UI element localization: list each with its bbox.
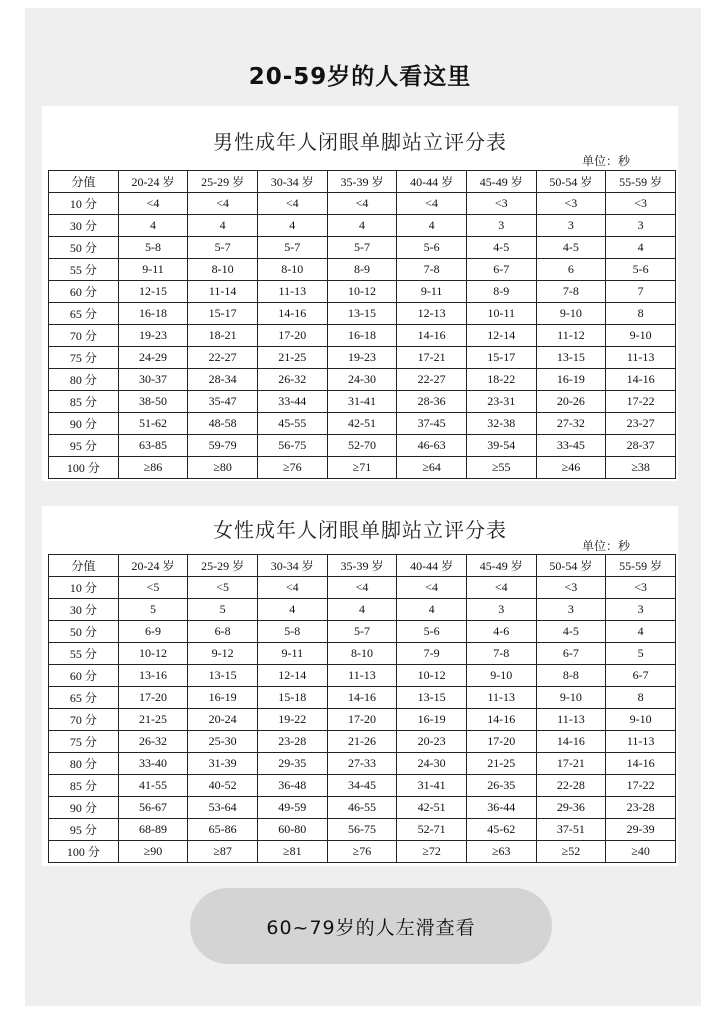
table-row xyxy=(49,731,676,753)
score-cell: 100 分 xyxy=(49,841,119,863)
seconds-cell: 23-27 xyxy=(606,413,676,435)
seconds-cell: <3 xyxy=(606,577,676,599)
seconds-cell: <4 xyxy=(397,193,467,215)
column-header: 25-29 岁 xyxy=(188,171,258,193)
seconds-cell: 7-9 xyxy=(397,643,467,665)
seconds-cell: <4 xyxy=(257,577,327,599)
seconds-cell: 6-7 xyxy=(536,643,606,665)
seconds-cell: 17-22 xyxy=(606,775,676,797)
table-header-row xyxy=(49,171,676,193)
score-cell: 70 分 xyxy=(49,325,119,347)
seconds-cell: 27-33 xyxy=(327,753,397,775)
page-title: 20-59岁的人看这里 xyxy=(248,64,472,90)
seconds-cell: 21-25 xyxy=(466,753,536,775)
seconds-cell: 4 xyxy=(606,237,676,259)
seconds-cell: 26-32 xyxy=(257,369,327,391)
seconds-cell: ≥76 xyxy=(327,841,397,863)
seconds-cell: 5-7 xyxy=(327,621,397,643)
seconds-cell: 56-75 xyxy=(257,435,327,457)
seconds-cell: 8 xyxy=(606,687,676,709)
seconds-cell: 21-26 xyxy=(327,731,397,753)
seconds-cell: 3 xyxy=(606,215,676,237)
seconds-cell: 5-7 xyxy=(188,237,258,259)
seconds-cell: 8-8 xyxy=(536,665,606,687)
score-cell: 100 分 xyxy=(49,457,119,479)
seconds-cell: 52-71 xyxy=(397,819,467,841)
seconds-cell: 5-6 xyxy=(606,259,676,281)
seconds-cell: ≥80 xyxy=(188,457,258,479)
table-row xyxy=(49,775,676,797)
male-score-table xyxy=(48,170,676,479)
seconds-cell: 5-7 xyxy=(257,237,327,259)
seconds-cell: 39-54 xyxy=(466,435,536,457)
seconds-cell: <5 xyxy=(188,577,258,599)
table-row xyxy=(49,259,676,281)
seconds-cell: 36-44 xyxy=(466,797,536,819)
table-row xyxy=(49,841,676,863)
score-cell: 90 分 xyxy=(49,413,119,435)
seconds-cell: ≥90 xyxy=(118,841,188,863)
score-cell: 95 分 xyxy=(49,819,119,841)
seconds-cell: 16-19 xyxy=(188,687,258,709)
table-row xyxy=(49,665,676,687)
seconds-cell: 4 xyxy=(188,215,258,237)
seconds-cell: 63-85 xyxy=(118,435,188,457)
seconds-cell: 48-58 xyxy=(188,413,258,435)
seconds-cell: 33-40 xyxy=(118,753,188,775)
seconds-cell: ≥76 xyxy=(257,457,327,479)
seconds-cell: 9-10 xyxy=(466,665,536,687)
seconds-cell: 59-79 xyxy=(188,435,258,457)
seconds-cell: 20-24 xyxy=(188,709,258,731)
seconds-cell: 4 xyxy=(606,621,676,643)
seconds-cell: 5-6 xyxy=(397,621,467,643)
seconds-cell: 42-51 xyxy=(327,413,397,435)
seconds-cell: 13-15 xyxy=(188,665,258,687)
female-table-title: 女性成年人闭眼单脚站立评分表 xyxy=(213,518,507,542)
male-score-card xyxy=(42,106,678,481)
seconds-cell: 8-10 xyxy=(257,259,327,281)
seconds-cell: 22-28 xyxy=(536,775,606,797)
seconds-cell: 9-11 xyxy=(397,281,467,303)
seconds-cell: ≥72 xyxy=(397,841,467,863)
column-header: 40-44 岁 xyxy=(397,555,467,577)
table-row xyxy=(49,193,676,215)
seconds-cell: 4 xyxy=(118,215,188,237)
seconds-cell: 33-45 xyxy=(536,435,606,457)
seconds-cell: <4 xyxy=(397,577,467,599)
seconds-cell: 28-36 xyxy=(397,391,467,413)
score-cell: 50 分 xyxy=(49,237,119,259)
seconds-cell: 13-16 xyxy=(118,665,188,687)
male-table-title: 男性成年人闭眼单脚站立评分表 xyxy=(213,130,507,154)
seconds-cell: 22-27 xyxy=(188,347,258,369)
seconds-cell: <4 xyxy=(466,577,536,599)
seconds-cell: 8-10 xyxy=(188,259,258,281)
seconds-cell: 16-19 xyxy=(536,369,606,391)
swipe-next-age-group-button[interactable]: 60~79岁的人左滑查看 xyxy=(190,888,552,964)
seconds-cell: 5-8 xyxy=(257,621,327,643)
seconds-cell: 10-11 xyxy=(466,303,536,325)
seconds-cell: 12-15 xyxy=(118,281,188,303)
seconds-cell: 6-7 xyxy=(606,665,676,687)
seconds-cell: 11-13 xyxy=(327,665,397,687)
seconds-cell: 14-16 xyxy=(397,325,467,347)
seconds-cell: 16-19 xyxy=(397,709,467,731)
score-cell: 60 分 xyxy=(49,281,119,303)
seconds-cell: 24-30 xyxy=(327,369,397,391)
seconds-cell: <4 xyxy=(188,193,258,215)
seconds-cell: 31-41 xyxy=(327,391,397,413)
seconds-cell: 3 xyxy=(466,215,536,237)
seconds-cell: 33-44 xyxy=(257,391,327,413)
score-cell: 75 分 xyxy=(49,347,119,369)
seconds-cell: 19-23 xyxy=(327,347,397,369)
table-row xyxy=(49,457,676,479)
column-header: 35-39 岁 xyxy=(327,555,397,577)
seconds-cell: ≥40 xyxy=(606,841,676,863)
seconds-cell: 8-10 xyxy=(327,643,397,665)
score-cell: 75 分 xyxy=(49,731,119,753)
seconds-cell: <3 xyxy=(606,193,676,215)
seconds-cell: 21-25 xyxy=(118,709,188,731)
seconds-cell: 24-29 xyxy=(118,347,188,369)
seconds-cell: 49-59 xyxy=(257,797,327,819)
column-header: 分值 xyxy=(49,171,119,193)
score-cell: 65 分 xyxy=(49,303,119,325)
seconds-cell: 27-32 xyxy=(536,413,606,435)
score-cell: 10 分 xyxy=(49,193,119,215)
table-row xyxy=(49,753,676,775)
seconds-cell: 12-14 xyxy=(257,665,327,687)
table-row xyxy=(49,369,676,391)
score-cell: 55 分 xyxy=(49,259,119,281)
seconds-cell: 18-22 xyxy=(466,369,536,391)
seconds-cell: ≥52 xyxy=(536,841,606,863)
column-header: 20-24 岁 xyxy=(118,171,188,193)
seconds-cell: 9-10 xyxy=(606,709,676,731)
seconds-cell: 6 xyxy=(536,259,606,281)
seconds-cell: 22-27 xyxy=(397,369,467,391)
column-header: 30-34 岁 xyxy=(257,555,327,577)
seconds-cell: 45-55 xyxy=(257,413,327,435)
seconds-cell: 11-13 xyxy=(536,709,606,731)
seconds-cell: ≥87 xyxy=(188,841,258,863)
seconds-cell: ≥38 xyxy=(606,457,676,479)
seconds-cell: 3 xyxy=(536,599,606,621)
seconds-cell: 19-22 xyxy=(257,709,327,731)
table-row xyxy=(49,391,676,413)
seconds-cell: 42-51 xyxy=(397,797,467,819)
male-unit-label: 单位：秒 xyxy=(581,154,630,168)
seconds-cell: ≥71 xyxy=(327,457,397,479)
seconds-cell: 60-80 xyxy=(257,819,327,841)
seconds-cell: <3 xyxy=(536,193,606,215)
seconds-cell: 13-15 xyxy=(397,687,467,709)
seconds-cell: 17-21 xyxy=(397,347,467,369)
seconds-cell: 5-6 xyxy=(397,237,467,259)
seconds-cell: 35-47 xyxy=(188,391,258,413)
seconds-cell: 18-21 xyxy=(188,325,258,347)
seconds-cell: 23-28 xyxy=(257,731,327,753)
column-header: 分值 xyxy=(49,555,119,577)
seconds-cell: 11-13 xyxy=(257,281,327,303)
seconds-cell: 40-52 xyxy=(188,775,258,797)
column-header: 50-54 岁 xyxy=(536,171,606,193)
score-cell: 30 分 xyxy=(49,215,119,237)
seconds-cell: 10-12 xyxy=(327,281,397,303)
column-header: 20-24 岁 xyxy=(118,555,188,577)
seconds-cell: 9-10 xyxy=(606,325,676,347)
table-row xyxy=(49,709,676,731)
seconds-cell: 12-14 xyxy=(466,325,536,347)
seconds-cell: 52-70 xyxy=(327,435,397,457)
table-row xyxy=(49,237,676,259)
seconds-cell: 17-22 xyxy=(606,391,676,413)
seconds-cell: ≥63 xyxy=(466,841,536,863)
seconds-cell: 26-35 xyxy=(466,775,536,797)
seconds-cell: 11-12 xyxy=(536,325,606,347)
seconds-cell: 8-9 xyxy=(466,281,536,303)
seconds-cell: 41-55 xyxy=(118,775,188,797)
table-row xyxy=(49,621,676,643)
seconds-cell: ≥64 xyxy=(397,457,467,479)
seconds-cell: 28-37 xyxy=(606,435,676,457)
score-cell: 55 分 xyxy=(49,643,119,665)
column-header: 45-49 岁 xyxy=(466,171,536,193)
seconds-cell: 11-13 xyxy=(606,347,676,369)
seconds-cell: 68-89 xyxy=(118,819,188,841)
table-row xyxy=(49,413,676,435)
seconds-cell: 15-17 xyxy=(188,303,258,325)
seconds-cell: 31-41 xyxy=(397,775,467,797)
seconds-cell: <4 xyxy=(327,577,397,599)
seconds-cell: 15-18 xyxy=(257,687,327,709)
seconds-cell: 38-50 xyxy=(118,391,188,413)
seconds-cell: 29-35 xyxy=(257,753,327,775)
seconds-cell: 45-62 xyxy=(466,819,536,841)
seconds-cell: 23-31 xyxy=(466,391,536,413)
score-cell: 60 分 xyxy=(49,665,119,687)
seconds-cell: <4 xyxy=(327,193,397,215)
table-row xyxy=(49,577,676,599)
seconds-cell: 6-7 xyxy=(466,259,536,281)
seconds-cell: 56-67 xyxy=(118,797,188,819)
seconds-cell: 5 xyxy=(606,643,676,665)
seconds-cell: 7-8 xyxy=(536,281,606,303)
table-row xyxy=(49,325,676,347)
seconds-cell: 3 xyxy=(536,215,606,237)
seconds-cell: ≥86 xyxy=(118,457,188,479)
table-row xyxy=(49,435,676,457)
seconds-cell: 29-36 xyxy=(536,797,606,819)
seconds-cell: 21-25 xyxy=(257,347,327,369)
seconds-cell: 20-23 xyxy=(397,731,467,753)
seconds-cell: 14-16 xyxy=(606,369,676,391)
column-header: 40-44 岁 xyxy=(397,171,467,193)
female-unit-label: 单位：秒 xyxy=(581,539,630,553)
seconds-cell: 15-17 xyxy=(466,347,536,369)
seconds-cell: 9-11 xyxy=(257,643,327,665)
seconds-cell: 11-13 xyxy=(606,731,676,753)
seconds-cell: 4 xyxy=(327,215,397,237)
seconds-cell: ≥81 xyxy=(257,841,327,863)
column-header: 30-34 岁 xyxy=(257,171,327,193)
seconds-cell: <5 xyxy=(118,577,188,599)
table-row xyxy=(49,347,676,369)
seconds-cell: 7-8 xyxy=(397,259,467,281)
score-cell: 10 分 xyxy=(49,577,119,599)
score-cell: 50 分 xyxy=(49,621,119,643)
score-cell: 80 分 xyxy=(49,369,119,391)
score-cell: 90 分 xyxy=(49,797,119,819)
score-cell: 70 分 xyxy=(49,709,119,731)
seconds-cell: 6-9 xyxy=(118,621,188,643)
seconds-cell: 14-16 xyxy=(327,687,397,709)
seconds-cell: 53-64 xyxy=(188,797,258,819)
seconds-cell: 9-11 xyxy=(118,259,188,281)
seconds-cell: 14-16 xyxy=(466,709,536,731)
seconds-cell: 14-16 xyxy=(606,753,676,775)
seconds-cell: 37-45 xyxy=(397,413,467,435)
seconds-cell: 4-5 xyxy=(466,237,536,259)
table-header-row xyxy=(49,555,676,577)
seconds-cell: 46-63 xyxy=(397,435,467,457)
table-row xyxy=(49,687,676,709)
seconds-cell: 11-14 xyxy=(188,281,258,303)
seconds-cell: 5-8 xyxy=(118,237,188,259)
seconds-cell: 16-18 xyxy=(327,325,397,347)
table-row xyxy=(49,797,676,819)
table-row xyxy=(49,819,676,841)
seconds-cell: <4 xyxy=(257,193,327,215)
seconds-cell: 8 xyxy=(606,303,676,325)
seconds-cell: 46-55 xyxy=(327,797,397,819)
seconds-cell: 6-8 xyxy=(188,621,258,643)
seconds-cell: 28-34 xyxy=(188,369,258,391)
seconds-cell: 4-5 xyxy=(536,621,606,643)
column-header: 55-59 岁 xyxy=(606,555,676,577)
seconds-cell: 17-20 xyxy=(257,325,327,347)
seconds-cell: 8-9 xyxy=(327,259,397,281)
seconds-cell: 17-21 xyxy=(536,753,606,775)
seconds-cell: 7 xyxy=(606,281,676,303)
seconds-cell: 32-38 xyxy=(466,413,536,435)
seconds-cell: 4 xyxy=(257,599,327,621)
table-row xyxy=(49,281,676,303)
score-cell: 85 分 xyxy=(49,775,119,797)
seconds-cell: 3 xyxy=(466,599,536,621)
seconds-cell: 51-62 xyxy=(118,413,188,435)
seconds-cell: 17-20 xyxy=(327,709,397,731)
seconds-cell: 4-5 xyxy=(536,237,606,259)
seconds-cell: 19-23 xyxy=(118,325,188,347)
seconds-cell: 14-16 xyxy=(536,731,606,753)
seconds-cell: 16-18 xyxy=(118,303,188,325)
seconds-cell: 4-6 xyxy=(466,621,536,643)
seconds-cell: 5 xyxy=(118,599,188,621)
table-row xyxy=(49,643,676,665)
seconds-cell: 14-16 xyxy=(257,303,327,325)
seconds-cell: 10-12 xyxy=(118,643,188,665)
score-cell: 80 分 xyxy=(49,753,119,775)
seconds-cell: 7-8 xyxy=(466,643,536,665)
column-header: 45-49 岁 xyxy=(466,555,536,577)
seconds-cell: <3 xyxy=(536,577,606,599)
seconds-cell: 17-20 xyxy=(466,731,536,753)
seconds-cell: ≥46 xyxy=(536,457,606,479)
female-score-table xyxy=(48,554,676,863)
seconds-cell: 3 xyxy=(606,599,676,621)
seconds-cell: <3 xyxy=(466,193,536,215)
seconds-cell: 26-32 xyxy=(118,731,188,753)
seconds-cell: ≥55 xyxy=(466,457,536,479)
seconds-cell: 4 xyxy=(257,215,327,237)
seconds-cell: 5-7 xyxy=(327,237,397,259)
seconds-cell: 30-37 xyxy=(118,369,188,391)
column-header: 50-54 岁 xyxy=(536,555,606,577)
seconds-cell: 36-48 xyxy=(257,775,327,797)
score-cell: 95 分 xyxy=(49,435,119,457)
seconds-cell: 34-45 xyxy=(327,775,397,797)
table-row xyxy=(49,303,676,325)
seconds-cell: <4 xyxy=(118,193,188,215)
seconds-cell: 11-13 xyxy=(466,687,536,709)
seconds-cell: 9-10 xyxy=(536,687,606,709)
score-cell: 65 分 xyxy=(49,687,119,709)
score-cell: 85 分 xyxy=(49,391,119,413)
seconds-cell: 5 xyxy=(188,599,258,621)
seconds-cell: 17-20 xyxy=(118,687,188,709)
column-header: 35-39 岁 xyxy=(327,171,397,193)
seconds-cell: 25-30 xyxy=(188,731,258,753)
seconds-cell: 23-28 xyxy=(606,797,676,819)
seconds-cell: 31-39 xyxy=(188,753,258,775)
seconds-cell: 20-26 xyxy=(536,391,606,413)
seconds-cell: 56-75 xyxy=(327,819,397,841)
seconds-cell: 9-12 xyxy=(188,643,258,665)
table-row xyxy=(49,215,676,237)
seconds-cell: 29-39 xyxy=(606,819,676,841)
score-cell: 30 分 xyxy=(49,599,119,621)
seconds-cell: 9-10 xyxy=(536,303,606,325)
seconds-cell: 65-86 xyxy=(188,819,258,841)
seconds-cell: 13-15 xyxy=(327,303,397,325)
table-row xyxy=(49,599,676,621)
seconds-cell: 4 xyxy=(397,599,467,621)
column-header: 25-29 岁 xyxy=(188,555,258,577)
column-header: 55-59 岁 xyxy=(606,171,676,193)
seconds-cell: 24-30 xyxy=(397,753,467,775)
seconds-cell: 13-15 xyxy=(536,347,606,369)
seconds-cell: 10-12 xyxy=(397,665,467,687)
seconds-cell: 12-13 xyxy=(397,303,467,325)
seconds-cell: 4 xyxy=(327,599,397,621)
female-score-card xyxy=(42,506,678,866)
seconds-cell: 4 xyxy=(397,215,467,237)
seconds-cell: 37-51 xyxy=(536,819,606,841)
